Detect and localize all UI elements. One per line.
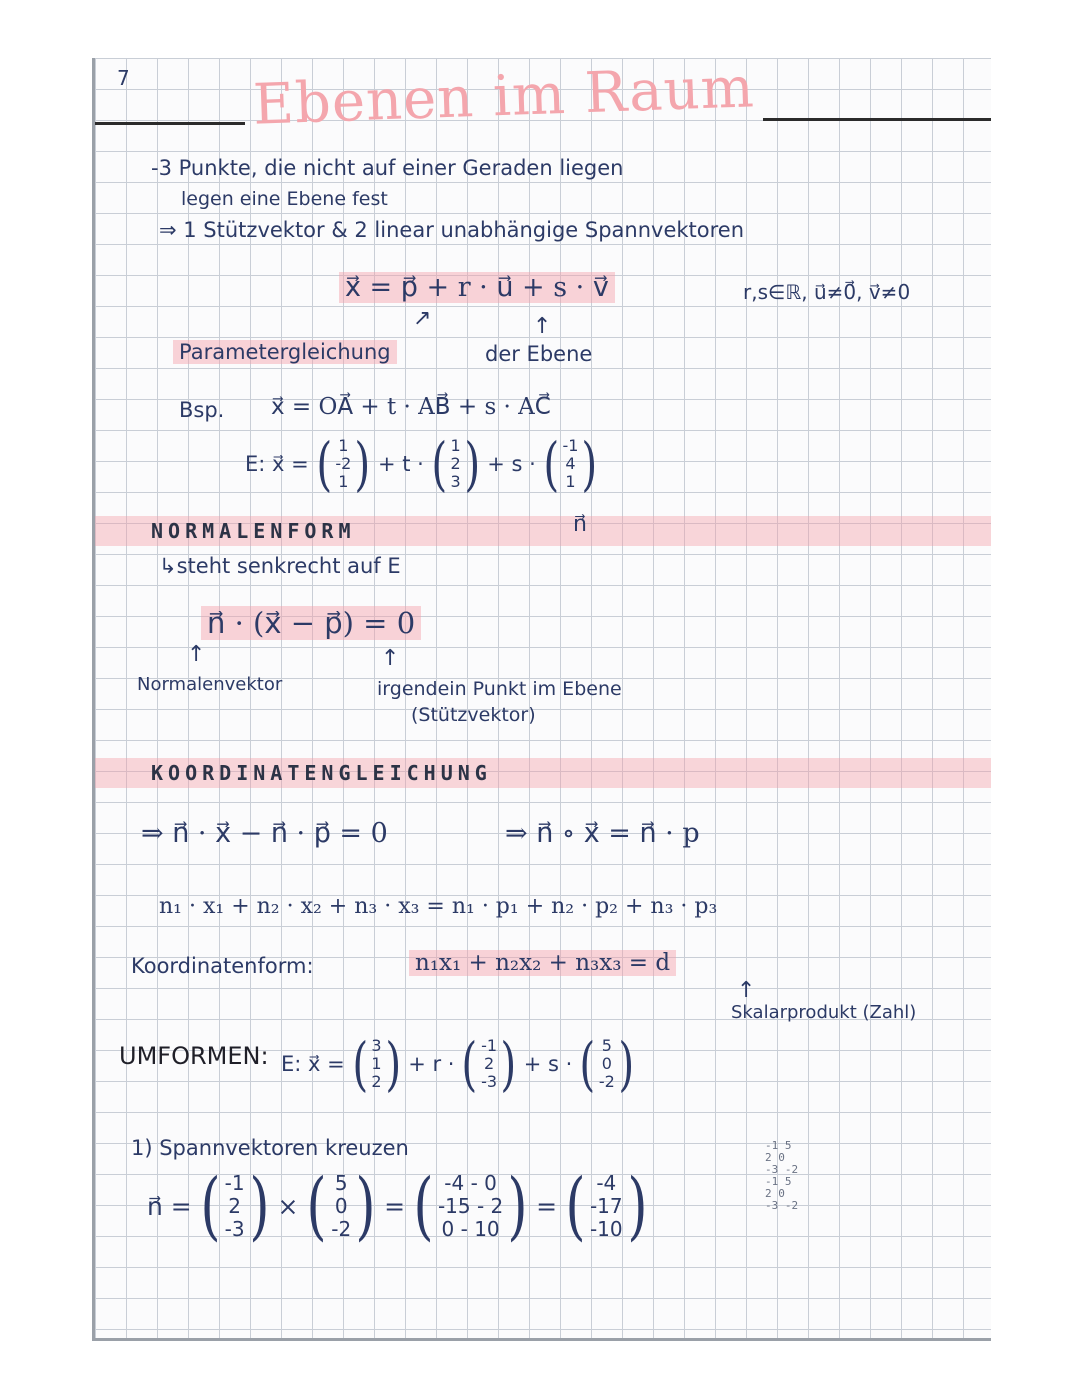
title-rule-right [763,118,991,121]
example-prefix: Bsp. [179,398,225,422]
cross-product-calculation [147,1163,656,1249]
umformen-r-term: + r · [408,1052,455,1076]
intro-line-3: ⇒ 1 Stützvektor & 2 linear unabhängige Spannvektoren [159,218,745,242]
coordform-heading: KOORDINATENGLEICHUNG [151,761,492,785]
n-lhs: n⃗ = [147,1191,192,1221]
page-number: 7 [117,66,130,90]
scratch-cross-scheme: -1 5 2 0 -3 -2 -1 5 2 0 -3 -2 [765,1139,799,1212]
umformen-support-vector: ( 3 1 2 ) [352,1030,401,1098]
example-E-label: E: x⃗ = [245,452,309,476]
coordform-label: Koordinatenform: [131,954,314,978]
page-title: Ebenen im Raum [252,55,756,138]
cross-vector-a: ( -1 2 -3 ) [200,1163,270,1249]
coordform-equation-2: ⇒ n⃗ ∘ x⃗ = n⃗ · p [505,818,700,849]
normal-vector-label: Normalenvektor [137,674,283,695]
cross-result-vector: ( -4 -17 -10 ) [565,1163,648,1249]
title-rule-left [95,122,245,125]
normalform-description: ↳steht senkrecht auf E [159,554,401,578]
example-vector-equation [245,430,605,498]
coordform-equation-1: ⇒ n⃗ · x⃗ − n⃗ · p⃗ = 0 [141,818,388,849]
step-1-label: 1) Spannvektoren kreuzen [131,1136,409,1160]
cross-times-sign: × [277,1191,299,1221]
parameter-label: Parametergleichung [173,340,397,364]
intro-line-2: legen eine Ebene fest [181,188,388,210]
point-label-note: (Stützvektor) [411,704,536,726]
parameter-condition: r,s∈ℝ, u⃗≠0⃗, v⃗≠0 [743,280,911,304]
umformen-s-term: + s · [523,1052,573,1076]
arrow-up-icon: ↑ [737,978,756,1003]
example-direction-vector-v: ( -1 4 1 ) [543,430,598,498]
umformen-E-label: E: x⃗ = [281,1052,345,1076]
umformen-direction-vector-u: ( -1 2 -3 ) [461,1030,517,1098]
notebook-page [92,55,991,1341]
normalform-equation: n⃗ · (x⃗ − p⃗) = 0 [201,606,421,640]
normalform-heading: NORMALENFORM [151,519,356,543]
example-direction-vector-u: ( 1 2 3 ) [431,430,480,498]
d-note: Skalarprodukt (Zahl) [731,1002,917,1023]
example-support-vector: ( 1 -2 1 ) [316,430,371,498]
intro-line-1: -3 Punkte, die nicht auf einer Geraden liegen [151,156,624,180]
example-equation: x⃗ = OA⃗ + t · AB⃗ + s · AC⃗ [271,394,551,420]
coordform-expanded-equation: n₁ · x₁ + n₂ · x₂ + n₃ · x₃ = n₁ · p₁ + n₂ · p₂ + n₃ · p₃ [159,894,718,919]
point-label: irgendein Punkt im Ebene [377,678,622,700]
umformen-vector-equation [281,1030,641,1098]
arrow-up-icon: ↑ [187,642,206,667]
example-s-term: + s · [487,452,536,476]
example-t-term: + t · [377,452,424,476]
cross-equals-sign-2: = [536,1191,558,1221]
parameter-equation: x⃗ = p⃗ + r · u⃗ + s · v⃗ [339,272,615,303]
arrow-up-icon: ↑ [381,646,400,671]
parameter-label-suffix: der Ebene [485,342,593,366]
arrow-up-icon: ↑ [533,314,552,339]
umformen-heading: UMFORMEN: [119,1042,269,1070]
umformen-direction-vector-v: ( 5 0 -2 ) [579,1030,635,1098]
cross-intermediate-vector: ( -4 - 0 -15 - 2 0 - 10 ) [413,1163,528,1249]
cross-vector-b: ( 5 0 -2 ) [306,1163,376,1249]
arrow-up-right-icon: ↗ [413,306,432,331]
cross-equals-sign: = [384,1191,406,1221]
normalform-n-symbol: n⃗ [573,512,587,537]
coordform-equation: n₁x₁ + n₂x₂ + n₃x₃ = d [409,950,676,976]
